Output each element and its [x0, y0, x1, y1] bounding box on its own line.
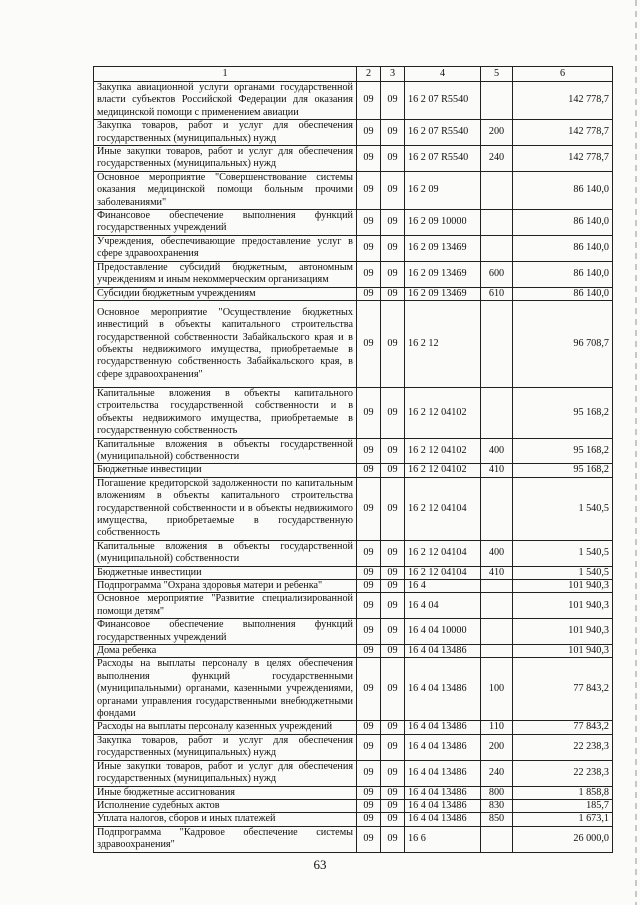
budget-table [93, 66, 613, 853]
row-amount-cell: 22 238,3 [513, 734, 613, 760]
row-subsection-cell: 09 [381, 734, 405, 760]
table-row [94, 300, 613, 387]
row-subsection-cell: 09 [381, 464, 405, 477]
row-section-cell: 09 [357, 287, 381, 300]
row-expense-type-cell [481, 645, 513, 658]
row-expense-type-cell: 400 [481, 438, 513, 464]
row-target-code-cell: 16 4 04 13486 [405, 786, 481, 799]
row-subsection-cell: 09 [381, 261, 405, 287]
row-subsection-cell: 09 [381, 287, 405, 300]
row-name-cell: Иные закупки товаров, работ и услуг для обеспечения государственных (муниципальных) нужд [94, 146, 357, 172]
row-subsection-cell: 09 [381, 799, 405, 812]
table-row [94, 566, 613, 579]
row-target-code-cell: 16 4 04 [405, 593, 481, 619]
row-section-cell: 09 [357, 235, 381, 261]
row-section-cell: 09 [357, 734, 381, 760]
row-amount-cell: 86 140,0 [513, 171, 613, 209]
row-expense-type-cell: 200 [481, 120, 513, 146]
row-expense-type-cell: 240 [481, 760, 513, 786]
row-subsection-cell: 09 [381, 120, 405, 146]
row-expense-type-cell: 600 [481, 261, 513, 287]
table-body [94, 82, 613, 853]
table-header-row [94, 67, 613, 82]
table-row [94, 826, 613, 852]
row-target-code-cell: 16 2 12 04102 [405, 464, 481, 477]
row-section-cell: 09 [357, 477, 381, 540]
row-target-code-cell: 16 2 12 04104 [405, 540, 481, 566]
row-name-cell: Предоставление субсидий бюджетным, автономным учреждениям и иным некоммерческим организациям [94, 261, 357, 287]
row-expense-type-cell [481, 235, 513, 261]
row-target-code-cell: 16 2 12 04102 [405, 387, 481, 438]
table-row [94, 235, 613, 261]
row-amount-cell: 95 168,2 [513, 464, 613, 477]
table-row [94, 171, 613, 209]
row-target-code-cell: 16 2 12 04104 [405, 477, 481, 540]
row-amount-cell: 86 140,0 [513, 261, 613, 287]
row-amount-cell: 77 843,2 [513, 658, 613, 721]
row-target-code-cell: 16 4 04 13486 [405, 734, 481, 760]
row-name-cell: Закупка товаров, работ и услуг для обеспечения государственных (муниципальных) нужд [94, 734, 357, 760]
row-target-code-cell: 16 4 04 13486 [405, 658, 481, 721]
row-expense-type-cell [481, 300, 513, 387]
row-subsection-cell: 09 [381, 235, 405, 261]
row-expense-type-cell: 830 [481, 799, 513, 812]
row-amount-cell: 142 778,7 [513, 120, 613, 146]
row-expense-type-cell: 240 [481, 146, 513, 172]
row-expense-type-cell [481, 477, 513, 540]
row-subsection-cell: 09 [381, 658, 405, 721]
header-col-5: 5 [481, 67, 513, 82]
row-amount-cell: 86 140,0 [513, 235, 613, 261]
row-section-cell: 09 [357, 619, 381, 645]
row-target-code-cell: 16 6 [405, 826, 481, 852]
row-target-code-cell: 16 2 12 04102 [405, 438, 481, 464]
row-expense-type-cell: 850 [481, 813, 513, 826]
row-section-cell: 09 [357, 799, 381, 812]
row-amount-cell: 77 843,2 [513, 721, 613, 734]
table-row [94, 760, 613, 786]
row-name-cell: Капитальные вложения в объекты государственной (муниципальной) собственности [94, 540, 357, 566]
row-section-cell: 09 [357, 464, 381, 477]
row-name-cell: Иные закупки товаров, работ и услуг для обеспечения государственных (муниципальных) нужд [94, 760, 357, 786]
row-amount-cell: 101 940,3 [513, 580, 613, 593]
row-subsection-cell: 09 [381, 645, 405, 658]
table-row [94, 438, 613, 464]
table-row [94, 387, 613, 438]
row-target-code-cell: 16 4 04 13486 [405, 721, 481, 734]
row-amount-cell: 185,7 [513, 799, 613, 812]
row-name-cell: Учреждения, обеспечивающие предоставление услуг в сфере здравоохранения [94, 235, 357, 261]
table-row [94, 477, 613, 540]
row-section-cell: 09 [357, 760, 381, 786]
row-expense-type-cell [481, 826, 513, 852]
row-subsection-cell: 09 [381, 566, 405, 579]
row-subsection-cell: 09 [381, 826, 405, 852]
row-subsection-cell: 09 [381, 300, 405, 387]
row-target-code-cell: 16 4 04 13486 [405, 760, 481, 786]
row-subsection-cell: 09 [381, 210, 405, 236]
row-expense-type-cell [481, 593, 513, 619]
table-row [94, 540, 613, 566]
row-amount-cell: 86 140,0 [513, 210, 613, 236]
row-target-code-cell: 16 4 04 13486 [405, 813, 481, 826]
row-section-cell: 09 [357, 540, 381, 566]
row-amount-cell: 1 540,5 [513, 566, 613, 579]
row-target-code-cell: 16 2 12 04104 [405, 566, 481, 579]
row-amount-cell: 1 540,5 [513, 540, 613, 566]
row-section-cell: 09 [357, 566, 381, 579]
row-amount-cell: 22 238,3 [513, 760, 613, 786]
table-row [94, 799, 613, 812]
row-name-cell: Расходы на выплаты персоналу в целях обеспечения выполнения функций государственными (муниципальными) органами, казенными учреждениями, органами управления государственными внебюджетными фондами [94, 658, 357, 721]
row-amount-cell: 95 168,2 [513, 387, 613, 438]
row-name-cell: Подпрограмма "Кадровое обеспечение системы здравоохранения" [94, 826, 357, 852]
row-amount-cell: 1 673,1 [513, 813, 613, 826]
header-col-6: 6 [513, 67, 613, 82]
row-expense-type-cell [481, 580, 513, 593]
row-name-cell: Дома ребенка [94, 645, 357, 658]
row-target-code-cell: 16 2 09 13469 [405, 287, 481, 300]
row-expense-type-cell: 410 [481, 566, 513, 579]
table-row [94, 593, 613, 619]
row-name-cell: Финансовое обеспечение выполнения функций государственных учреждений [94, 619, 357, 645]
row-subsection-cell: 09 [381, 438, 405, 464]
row-amount-cell: 26 000,0 [513, 826, 613, 852]
row-subsection-cell: 09 [381, 721, 405, 734]
row-section-cell: 09 [357, 593, 381, 619]
row-section-cell: 09 [357, 387, 381, 438]
row-target-code-cell: 16 2 09 13469 [405, 235, 481, 261]
page-number: 63 [313, 857, 327, 872]
row-amount-cell: 96 708,7 [513, 300, 613, 387]
row-section-cell: 09 [357, 721, 381, 734]
row-section-cell: 09 [357, 261, 381, 287]
table-row [94, 261, 613, 287]
row-expense-type-cell: 100 [481, 658, 513, 721]
row-section-cell: 09 [357, 580, 381, 593]
table-row [94, 580, 613, 593]
row-subsection-cell: 09 [381, 593, 405, 619]
row-target-code-cell: 16 2 12 [405, 300, 481, 387]
row-target-code-cell: 16 4 [405, 580, 481, 593]
table-row [94, 813, 613, 826]
row-amount-cell: 101 940,3 [513, 593, 613, 619]
header-col-2: 2 [357, 67, 381, 82]
row-name-cell: Иные бюджетные ассигнования [94, 786, 357, 799]
row-section-cell: 09 [357, 786, 381, 799]
row-target-code-cell: 16 2 09 10000 [405, 210, 481, 236]
row-amount-cell: 101 940,3 [513, 645, 613, 658]
table-row [94, 287, 613, 300]
row-subsection-cell: 09 [381, 387, 405, 438]
row-name-cell: Бюджетные инвестиции [94, 464, 357, 477]
row-section-cell: 09 [357, 813, 381, 826]
row-target-code-cell: 16 2 07 R5540 [405, 146, 481, 172]
table-row [94, 786, 613, 799]
row-name-cell: Подпрограмма "Охрана здоровья матери и ребенка" [94, 580, 357, 593]
row-subsection-cell: 09 [381, 813, 405, 826]
row-target-code-cell: 16 2 09 [405, 171, 481, 209]
row-amount-cell: 1 540,5 [513, 477, 613, 540]
table-row [94, 146, 613, 172]
row-expense-type-cell: 610 [481, 287, 513, 300]
header-col-1: 1 [94, 67, 357, 82]
row-subsection-cell: 09 [381, 146, 405, 172]
row-target-code-cell: 16 2 07 R5540 [405, 120, 481, 146]
row-target-code-cell: 16 4 04 13486 [405, 799, 481, 812]
row-section-cell: 09 [357, 210, 381, 236]
table-row [94, 464, 613, 477]
row-name-cell: Закупка авиационной услуги органами государственной власти субъектов Российской Федерации для оказания медицинской помощи с применением авиации [94, 82, 357, 120]
header-col-3: 3 [381, 67, 405, 82]
row-section-cell: 09 [357, 120, 381, 146]
row-section-cell: 09 [357, 82, 381, 120]
table-row [94, 658, 613, 721]
row-expense-type-cell [481, 210, 513, 236]
row-target-code-cell: 16 4 04 13486 [405, 645, 481, 658]
row-name-cell: Уплата налогов, сборов и иных платежей [94, 813, 357, 826]
row-amount-cell: 86 140,0 [513, 287, 613, 300]
row-subsection-cell: 09 [381, 786, 405, 799]
row-name-cell: Субсидии бюджетным учреждениям [94, 287, 357, 300]
row-expense-type-cell: 400 [481, 540, 513, 566]
row-amount-cell: 1 858,8 [513, 786, 613, 799]
row-expense-type-cell: 110 [481, 721, 513, 734]
row-subsection-cell: 09 [381, 760, 405, 786]
row-section-cell: 09 [357, 438, 381, 464]
row-name-cell: Погашение кредиторской задолженности по капитальным вложениям в объекты капитального строительства государственной собственности и в объекты недвижимого имущества, приобретаемые в государственную собственность [94, 477, 357, 540]
table-row [94, 645, 613, 658]
row-subsection-cell: 09 [381, 477, 405, 540]
row-subsection-cell: 09 [381, 171, 405, 209]
row-name-cell: Основное мероприятие "Осуществление бюджетных инвестиций в объекты капитального строительства государственной собственности Забайкальского края и в объекты недвижимого имущества, приобретаемые в государственную собственность Забайкальского края, в сфере здравоохранения" [94, 300, 357, 387]
row-amount-cell: 95 168,2 [513, 438, 613, 464]
table-row [94, 82, 613, 120]
row-subsection-cell: 09 [381, 540, 405, 566]
row-expense-type-cell [481, 387, 513, 438]
row-expense-type-cell: 800 [481, 786, 513, 799]
row-name-cell: Расходы на выплаты персоналу казенных учреждений [94, 721, 357, 734]
row-section-cell: 09 [357, 826, 381, 852]
table-row [94, 210, 613, 236]
row-expense-type-cell [481, 171, 513, 209]
row-name-cell: Капитальные вложения в объекты капитального строительства государственной собственности и в объекты недвижимого имущества, приобретаемые в государственную собственность [94, 387, 357, 438]
header-col-4: 4 [405, 67, 481, 82]
table-row [94, 619, 613, 645]
row-expense-type-cell [481, 82, 513, 120]
row-expense-type-cell: 410 [481, 464, 513, 477]
row-section-cell: 09 [357, 300, 381, 387]
row-target-code-cell: 16 2 09 13469 [405, 261, 481, 287]
row-subsection-cell: 09 [381, 82, 405, 120]
scan-edge-marks [635, 0, 637, 905]
row-section-cell: 09 [357, 146, 381, 172]
row-name-cell: Закупка товаров, работ и услуг для обеспечения государственных (муниципальных) нужд [94, 120, 357, 146]
row-section-cell: 09 [357, 645, 381, 658]
row-name-cell: Бюджетные инвестиции [94, 566, 357, 579]
row-name-cell: Основное мероприятие "Развитие специализированной помощи детям" [94, 593, 357, 619]
row-target-code-cell: 16 4 04 10000 [405, 619, 481, 645]
row-section-cell: 09 [357, 171, 381, 209]
row-subsection-cell: 09 [381, 580, 405, 593]
row-name-cell: Финансовое обеспечение выполнения функций государственных учреждений [94, 210, 357, 236]
row-expense-type-cell: 200 [481, 734, 513, 760]
row-subsection-cell: 09 [381, 619, 405, 645]
row-amount-cell: 142 778,7 [513, 146, 613, 172]
row-section-cell: 09 [357, 658, 381, 721]
table-row [94, 734, 613, 760]
row-name-cell: Капитальные вложения в объекты государственной (муниципальной) собственности [94, 438, 357, 464]
row-amount-cell: 101 940,3 [513, 619, 613, 645]
row-expense-type-cell [481, 619, 513, 645]
row-name-cell: Основное мероприятие "Совершенствование системы оказания медицинской помощи больным прочими заболеваниями" [94, 171, 357, 209]
row-amount-cell: 142 778,7 [513, 82, 613, 120]
row-target-code-cell: 16 2 07 R5540 [405, 82, 481, 120]
table-row [94, 721, 613, 734]
row-name-cell: Исполнение судебных актов [94, 799, 357, 812]
table-row [94, 120, 613, 146]
